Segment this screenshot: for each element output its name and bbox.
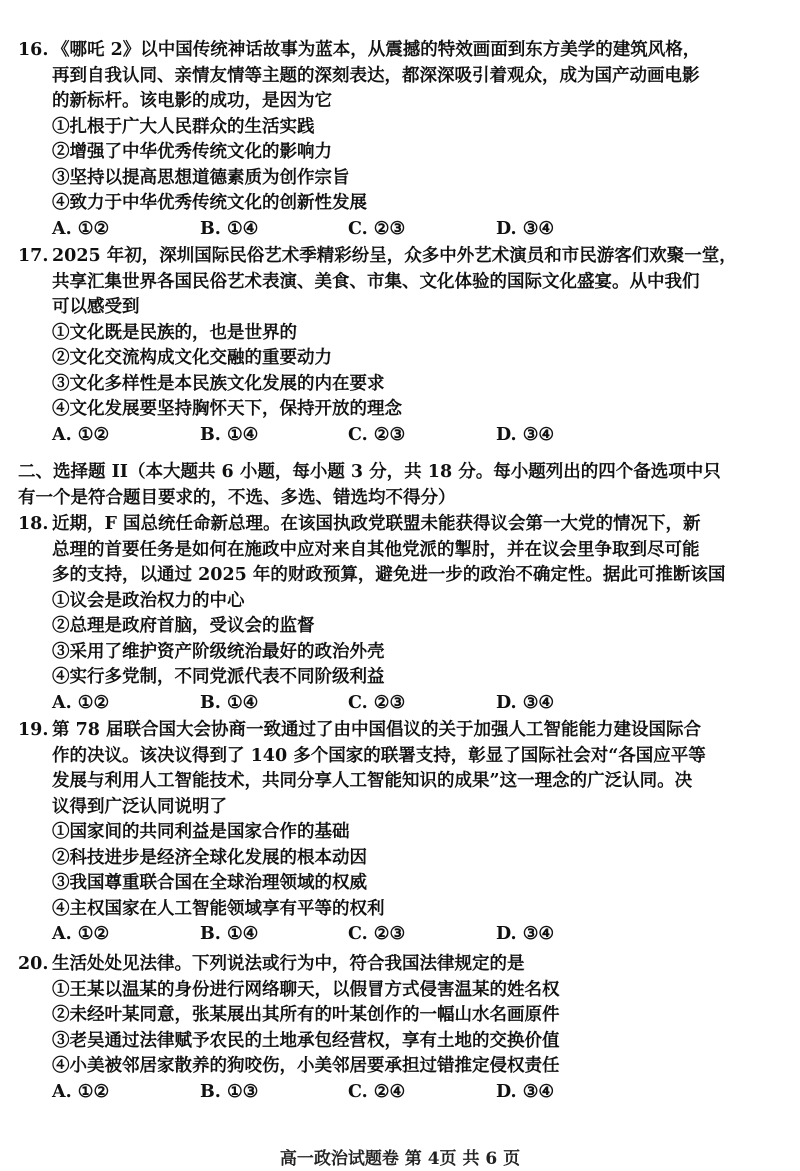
section-header-line: 有一个是符合题目要求的，不选、多选、错选均不得分）: [18, 487, 456, 508]
question-number: 18.: [18, 514, 49, 534]
statement-option: ②文化交流构成文化交融的重要动力: [52, 348, 332, 368]
question-stem-line: 再到自我认同、亲情友情等主题的深刻表达，都深深吸引着观众，成为国产动画电影: [52, 65, 700, 86]
statement-option: ④文化发展要坚持胸怀天下，保持开放的理念: [52, 399, 402, 419]
statement-option: ③文化多样性是本民族文化发展的内在要求: [52, 373, 385, 394]
statement-option: ①国家间的共同利益是国家合作的基础: [52, 822, 350, 842]
question-stem-line: 发展与利用人工智能技术，共同分享人工智能知识的成果”这一理念的广泛认同。决: [52, 771, 693, 791]
page-footer-text: 高一政治试题卷 第 4页 共 6 页: [279, 1149, 521, 1169]
statement-option: ①议会是政治权力的中心: [52, 590, 245, 611]
question-16: [18, 38, 778, 242]
choice-c: C. ②③: [348, 424, 406, 445]
choice-d: D. ③④: [496, 692, 555, 713]
choice-d: D. ③④: [496, 924, 555, 944]
choice-d: D. ③④: [496, 218, 555, 239]
choice-a: A. ①②: [52, 692, 110, 713]
section-header-line: 二、选择题 II（本大题共 6 小题，每小题 3 分，共 18 分。每小题列出的四个备选项中只: [18, 462, 721, 482]
question-stem-line: 《哪吒 2》以中国传统神话故事为蓝本，从震撼的特效画面到东方美学的建筑风格，: [52, 40, 701, 60]
choice-c: C. ②③: [348, 692, 406, 713]
question-number: 17.: [18, 246, 49, 266]
answer-choices: [18, 1080, 778, 1106]
statement-option: ③我国尊重联合国在全球治理领域的权威: [52, 873, 367, 893]
statement-option: ①扎根于广大人民群众的生活实践: [52, 116, 315, 137]
statement-option: ③坚持以提高思想道德素质为创作宗旨: [52, 167, 350, 188]
question-number: 19.: [18, 720, 49, 740]
question-stem-line: 第 78 届联合国大会协商一致通过了由中国倡议的关于加强人工智能能力建设国际合: [52, 720, 702, 740]
choice-b: B. ①④: [200, 218, 259, 239]
question-stem-line: 2025 年初，深圳国际民俗艺术季精彩纷呈，众多中外艺术演员和市民游客们欢聚一堂，: [52, 246, 737, 266]
statement-option: ③老吴通过法律赋予农民的土地承包经营权，享有土地的交换价值: [52, 1030, 560, 1051]
statement-option: ②总理是政府首脑，受议会的监督: [52, 616, 315, 636]
statement-option: ①王某以温某的身份进行网络聊天，以假冒方式侵害温某的姓名权: [52, 979, 560, 1000]
question-20: [18, 952, 778, 1105]
statement-option: ④实行多党制，不同党派代表不同阶级利益: [52, 667, 385, 687]
question-number: 20.: [18, 954, 49, 974]
statement-option: ②科技进步是经济全球化发展的根本动因: [52, 847, 367, 868]
question-stem-line: 可以感受到: [52, 297, 140, 317]
answer-choices: [18, 922, 778, 948]
page-footer: [0, 1136, 800, 1169]
choice-b: B. ①④: [200, 692, 259, 713]
statement-option: ③采用了维护资产阶级统治最好的政治外壳: [52, 641, 385, 662]
answer-choices: [18, 423, 778, 449]
question-17: [18, 244, 778, 448]
statement-option: ④小美被邻居家散养的狗咬伤，小美邻居要承担过错推定侵权责任: [52, 1056, 560, 1076]
statement-option: ①文化既是民族的，也是世界的: [52, 322, 297, 343]
question-stem-line: 近期，F 国总统任命新总理。在该国执政党联盟未能获得议会第一大党的情况下，新: [52, 514, 701, 534]
choice-a: A. ①②: [52, 218, 110, 239]
choice-c: C. ②④: [348, 1081, 406, 1102]
choice-d: D. ③④: [496, 424, 555, 445]
choice-b: B. ①③: [200, 1081, 259, 1102]
question-stem-line: 多的支持，以通过 2025 年的财政预算，避免进一步的政治不确定性。据此可推断该国: [52, 565, 726, 585]
answer-choices: [18, 217, 778, 243]
answer-choices: [18, 691, 778, 717]
question-19: [18, 718, 778, 948]
choice-c: C. ②③: [348, 924, 406, 944]
statement-option: ④主权国家在人工智能领域享有平等的权利: [52, 898, 385, 919]
choice-a: A. ①②: [52, 424, 110, 445]
statement-option: ②增强了中华优秀传统文化的影响力: [52, 142, 332, 162]
question-stem-line: 的新标杆。该电影的成功，是因为它: [52, 91, 332, 111]
question-stem-line: 共享汇集世界各国民俗艺术表演、美食、市集、文化体验的国际文化盛宴。从中我们: [52, 271, 700, 292]
choice-b: B. ①④: [200, 924, 259, 944]
statement-option: ④致力于中华优秀传统文化的创新性发展: [52, 193, 367, 213]
question-stem-line: 议得到广泛认同说明了: [52, 796, 227, 817]
question-18: [18, 512, 778, 716]
question-number: 16.: [18, 40, 49, 60]
question-stem-line: 作的决议。该决议得到了 140 多个国家的联署支持，彰显了国际社会对“各国应平等: [52, 745, 706, 766]
question-stem-line: 生活处处见法律。下列说法或行为中，符合我国法律规定的是: [52, 954, 525, 974]
choice-d: D. ③④: [496, 1081, 555, 1102]
choice-b: B. ①④: [200, 424, 259, 445]
choice-a: A. ①②: [52, 924, 110, 944]
question-stem-line: 总理的首要任务是如何在施政中应对来自其他党派的掣肘，并在议会里争取到尽可能: [52, 539, 700, 560]
choice-a: A. ①②: [52, 1081, 110, 1102]
section-header: [18, 460, 778, 511]
choice-c: C. ②③: [348, 218, 406, 239]
statement-option: ②未经叶某同意，张某展出其所有的叶某创作的一幅山水名画原件: [52, 1005, 560, 1025]
